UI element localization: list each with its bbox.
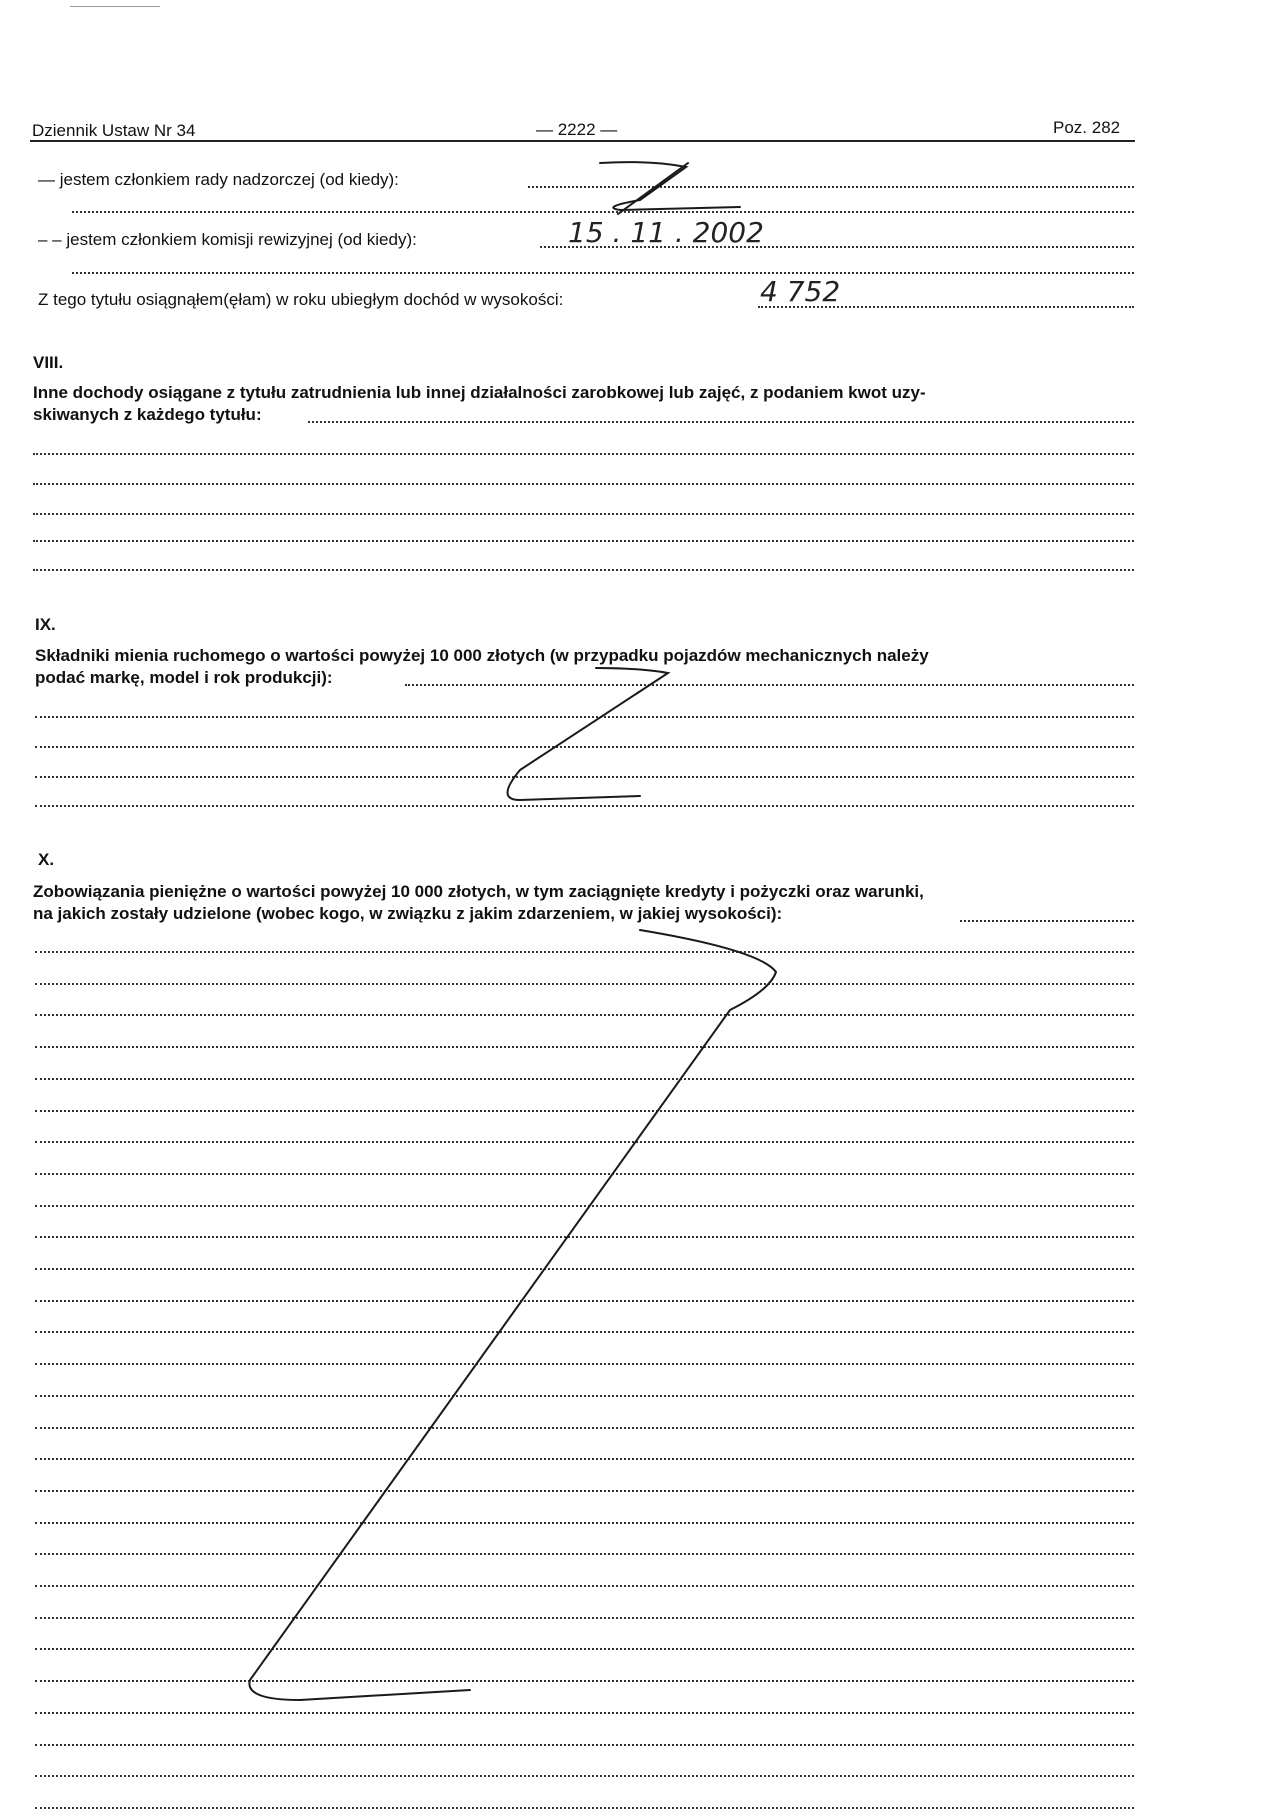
section-x-text-line2: na jakich zostały udzielone (wobec kogo, w związku z jakim zdarzeniem, w jakiej wysokości): xyxy=(33,904,783,923)
audit-committee-label: – – jestem członkiem komisji rewizyjnej (od kiedy): xyxy=(38,230,417,249)
strike-vii-tail xyxy=(618,163,688,214)
section-ix-text-line1: Składniki mienia ruchomego o wartości powyżej 10 000 złotych (w przypadku pojazdów mechanicznych należy xyxy=(35,646,929,665)
section-viii-text-line2: skiwanych z każdego tytułu: xyxy=(33,405,262,424)
section-x-number: X. xyxy=(38,850,55,869)
header-position: Poz. 282 xyxy=(1053,118,1121,137)
header-page-number: — 2222 — xyxy=(536,120,618,139)
income-label: Z tego tytułu osiągnąłem(ęłam) w roku ubiegłym dochód w wysokości: xyxy=(38,290,564,309)
section-viii-number: VIII. xyxy=(33,353,64,372)
section-ix-number: IX. xyxy=(35,615,56,634)
strike-ix xyxy=(508,668,669,800)
section-ix-text-line2: podać markę, model i rok produkcji): xyxy=(35,668,333,687)
strike-x xyxy=(249,930,776,1700)
header-journal: Dziennik Ustaw Nr 34 xyxy=(32,121,196,140)
section-x-line xyxy=(35,1775,1134,1777)
section-x-text-line1: Zobowiązania pieniężne o wartości powyżej 10 000 złotych, w tym zaciągnięte kredyty i pożyczki oraz warunki, xyxy=(33,882,924,901)
strike-vii xyxy=(600,162,740,210)
audit-committee-date: 15 . 11 . 2002 xyxy=(568,216,764,249)
income-value: 4 752 xyxy=(760,275,841,308)
supervisory-board-label: — jestem członkiem rady nadzorczej (od kiedy): xyxy=(38,170,399,189)
section-viii-text-line1: Inne dochody osiągane z tytułu zatrudnienia lub innej działalności zarobkowej lub zajęć, z podaniem kwot uzy- xyxy=(33,383,926,402)
